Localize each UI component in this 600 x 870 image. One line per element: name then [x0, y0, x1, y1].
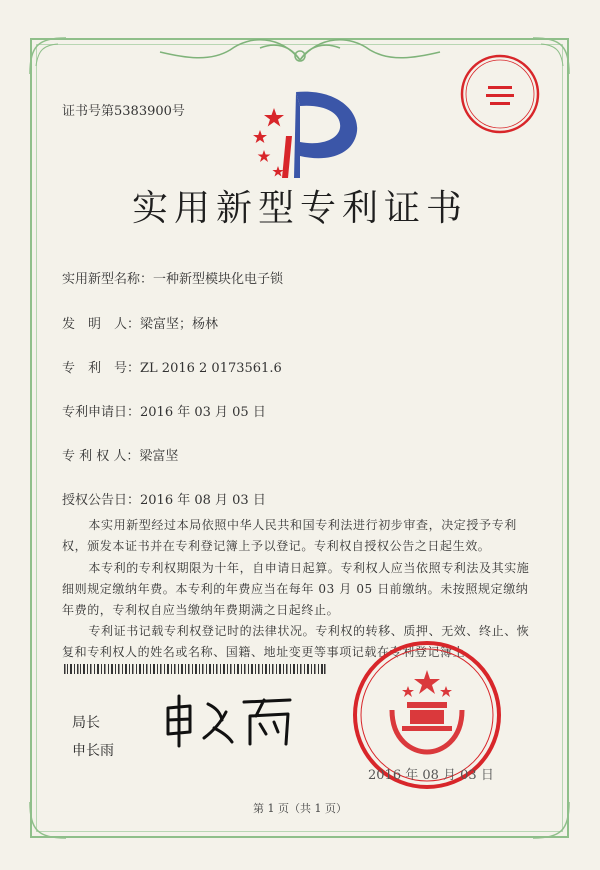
seal-date: 2016 年 08 月 03 日: [368, 768, 494, 783]
filing-date: 专利申请日：2016 年 03 月 05 日: [62, 405, 266, 420]
certificate-number: 证书号第5383900号: [62, 104, 185, 119]
utility-model-name: 实用新型名称：一种新型模块化电子锁: [62, 272, 284, 287]
legal-paragraph: 本专利的专利权期限为十年，自申请日起算。专利权人应当依照专利法及其实施细则规定缴纳年费。本专利的年费应当在每年 03 月 05 日前缴纳。未按照规定缴纳年费的，专利权自应当缴纳年费期满之日起终止。: [62, 561, 530, 617]
legal-paragraph: 专利证书记载专利权登记时的法律状况。专利权的转移、质押、无效、终止、恢复和专利权人的姓名或名称、国籍、地址变更等事项记载在专利登记簿上。: [62, 624, 530, 659]
page-number: 第 1 页（共 1 页）: [253, 802, 347, 815]
handwritten-signature: [160, 690, 310, 750]
top-ornament: [150, 30, 450, 70]
inventors: 发 明 人：梁富坚；杨林: [62, 317, 219, 332]
signatory-role: 局长: [72, 715, 100, 731]
legal-paragraph: 本实用新型经过本局依照中华人民共和国专利法进行初步审查，决定授予专利权，颁发本证书并在专利登记簿上予以登记。专利权自授权公告之日起生效。: [62, 518, 517, 553]
patent-number: 专 利 号：ZL 2016 2 0173561.6: [62, 361, 282, 376]
agency-seal-small: [458, 52, 542, 136]
grant-announcement-date: 授权公告日：2016 年 08 月 03 日: [62, 493, 266, 508]
patent-office-logo: [238, 78, 378, 178]
signatory-name: 申长雨: [72, 743, 114, 759]
corner-ornament: [28, 36, 68, 76]
patentee: 专 利 权 人：梁富坚: [62, 449, 179, 464]
barcode: [64, 664, 326, 674]
certificate-title: 实用新型专利证书: [131, 188, 468, 229]
